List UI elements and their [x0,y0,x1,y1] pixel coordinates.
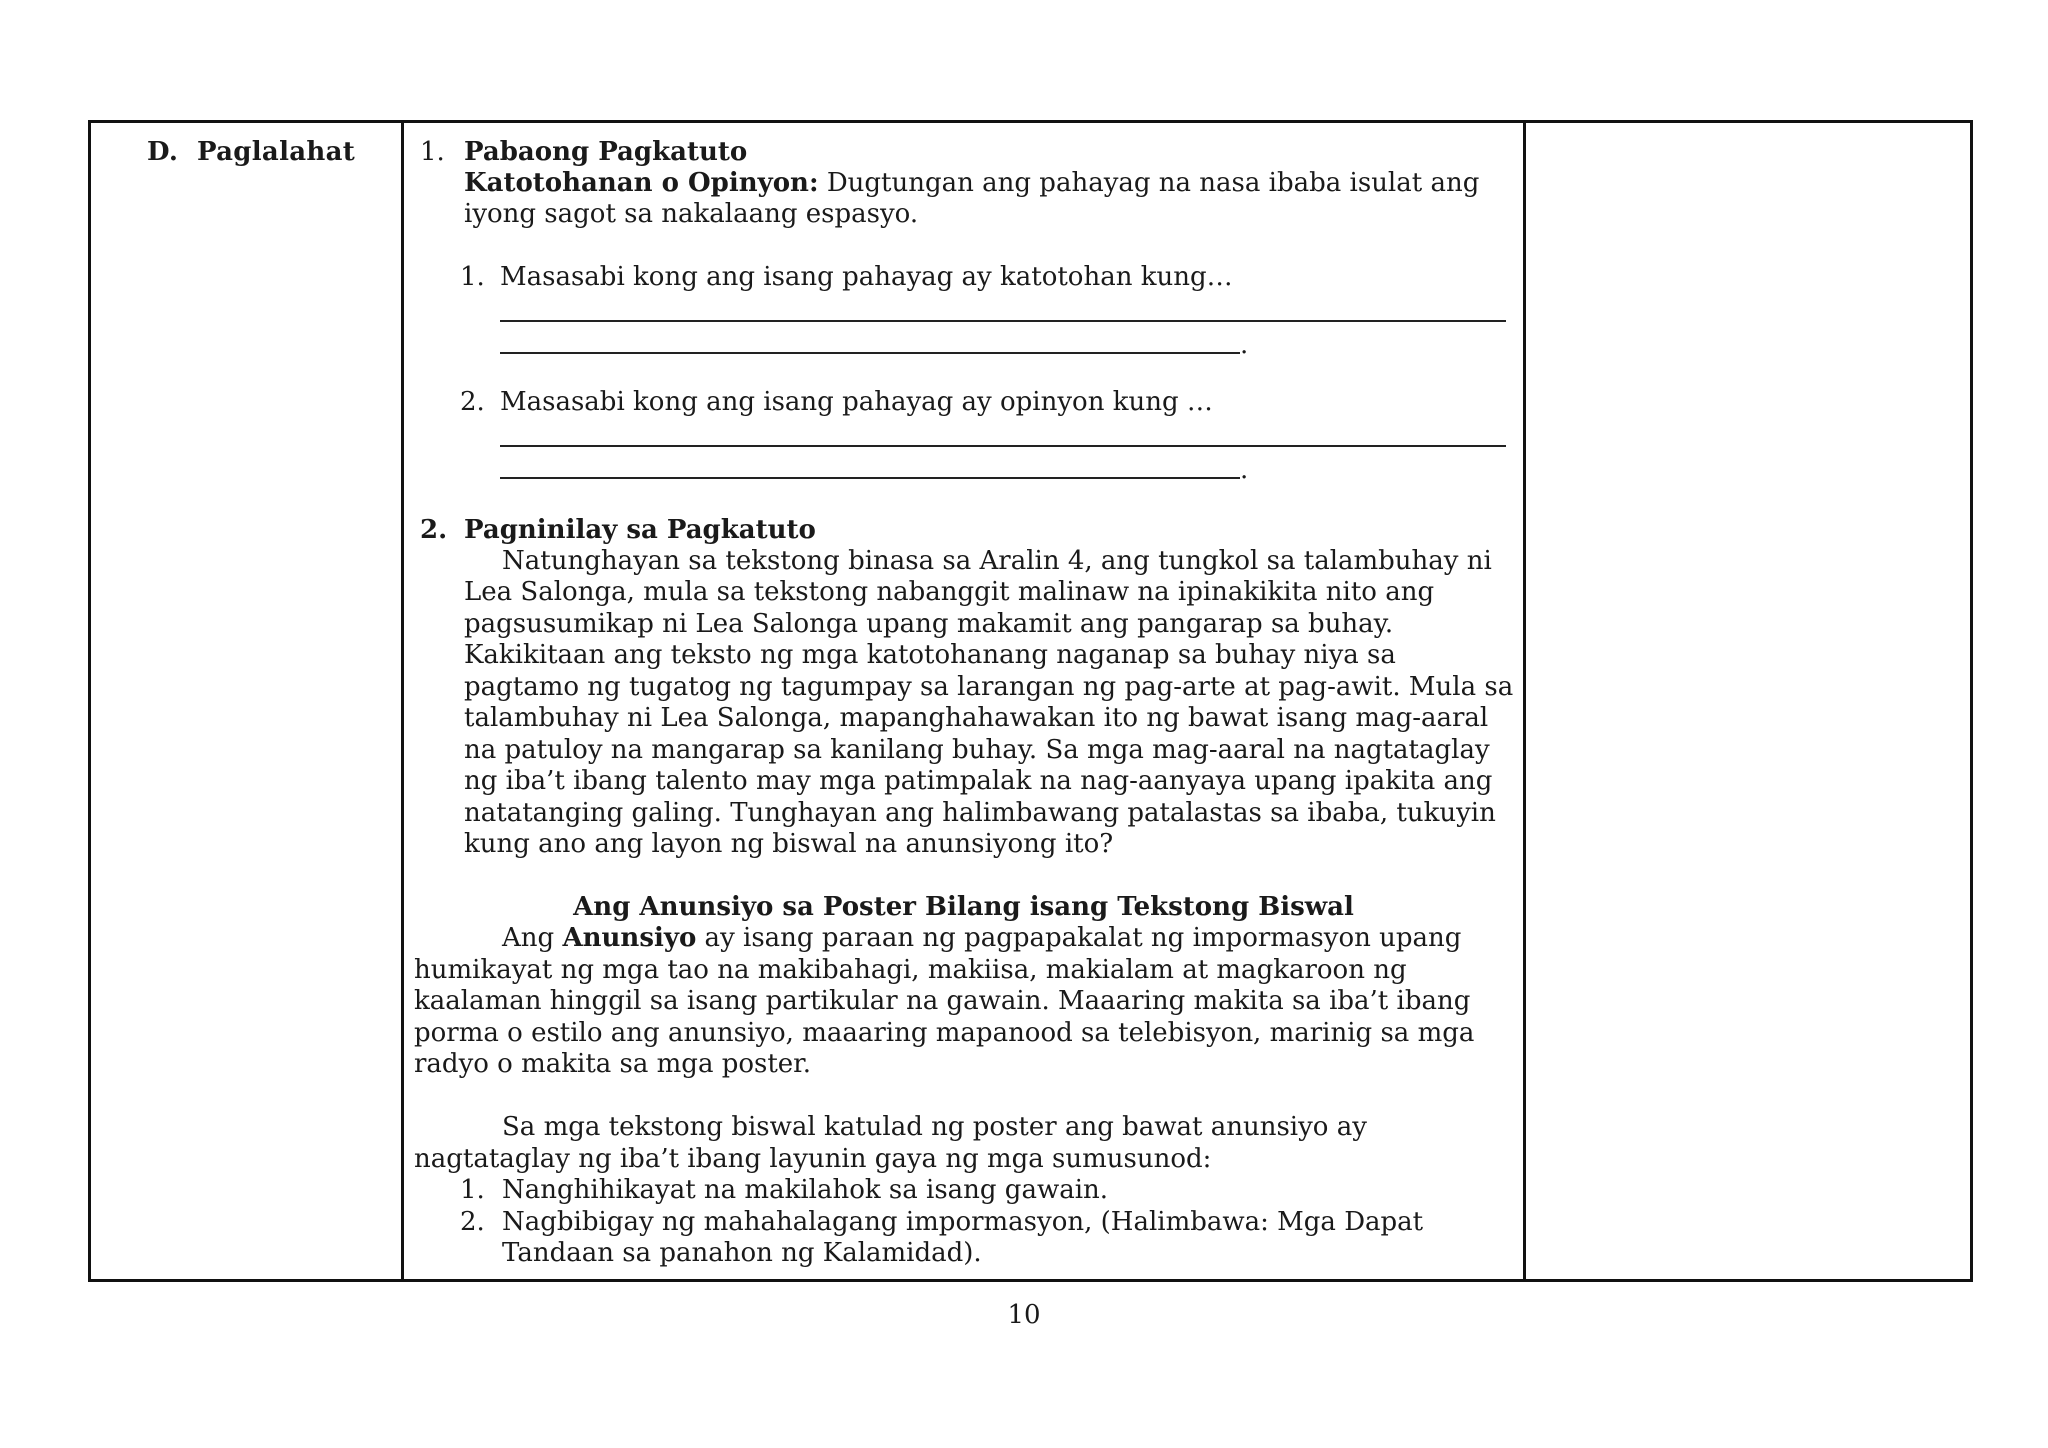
prompt-text: Masasabi kong ang isang pahayag ay katotohan kung… [500,262,1233,292]
item2-line: kung ano ang layon ng biswal na anunsiyong ito? [464,829,1114,859]
answer-line [500,445,1506,447]
anunsiyo-p1-line1 [502,923,1461,955]
item2-line: natatanging galing. Tunghayan ang halimbawang patalastas sa ibaba, tukuyin [464,798,1496,828]
anunsiyo-p2-line: nagtataglay ng iba’t ibang layunin gaya ng mga sumusunod: [414,1144,1212,1174]
list-number: 1. [460,1175,485,1205]
item1-lead-line2: iyong sagot sa nakalaang espasyo. [464,199,919,229]
item2-line: pagsusumikap ni Lea Salonga upang makamit ang pangarap sa buhay. [464,609,1394,639]
section-label: D. Paglalahat [147,137,356,167]
lesson-table [88,120,1973,1282]
answer-line [500,352,1240,354]
answer-line [500,477,1240,479]
item2-title: Pagninilay sa Pagkatuto [464,515,816,545]
item2-line: pagtamo ng tugatog ng tagumpay sa larangan ng pag-arte at pag-awit. Mula sa [464,672,1514,702]
anunsiyo-p1-start: Ang [502,923,563,953]
list-item: Nagbibigay ng mahahalagang impormasyon, (Halimbawa: Mga Dapat [502,1207,1424,1237]
list-item: Nanghihikayat na makilahok sa isang gawain. [502,1175,1109,1205]
anunsiyo-p1-rest: ay isang paraan ng pagpapakalat ng impormasyon upang [696,923,1462,953]
anunsiyo-p2-line: Sa mga tekstong biswal katulad ng poster ang bawat anunsiyo ay [502,1112,1367,1142]
item2-line: Natunghayan sa tekstong binasa sa Aralin 4, ang tungkol sa talambuhay ni [502,546,1492,576]
item1-lead-rest: Dugtungan ang pahayag na nasa ibaba isulat ang [818,168,1480,198]
anunsiyo-p1-line: kaalaman hinggil sa isang partikular na gawain. Maaaring makita sa iba’t ibang [414,986,1471,1016]
item1-lead [464,168,1479,200]
item2-line: Kakikitaan ang teksto ng mga katotohanang naganap sa buhay niya sa [464,640,1396,670]
page-number: 10 [1007,1300,1041,1330]
item1-number: 1. [420,137,445,167]
list-item-continuation: Tandaan sa panahon ng Kalamidad). [502,1238,982,1268]
list-number: 2. [460,1207,485,1237]
prompt-number: 2. [460,387,485,417]
anunsiyo-p1-line: porma o estilo ang anunsiyo, maaaring mapanood sa telebisyon, marinig sa mga [414,1018,1475,1048]
anunsiyo-heading: Ang Anunsiyo sa Poster Bilang isang Tekstong Biswal [573,892,1354,922]
item1-title: Pabaong Pagkatuto [464,137,748,167]
anunsiyo-term: Anunsiyo [562,923,697,953]
item2-line: na patuloy na mangarap sa kanilang buhay. Sa mga mag-aaral na nagtataglay [464,735,1490,765]
anunsiyo-p1-line: radyo o makita sa mga poster. [414,1049,812,1079]
section-column [91,123,401,1279]
item2-line: talambuhay ni Lea Salonga, mapanghahawakan ito ng bawat isang mag-aaral [464,703,1489,733]
item2-number: 2. [420,515,448,545]
prompt-number: 1. [460,262,485,292]
answer-line [500,320,1506,322]
anunsiyo-p1-line: humikayat ng mga tao na makibahagi, makiisa, makialam at magkaroon ng [414,955,1407,985]
item2-line: Lea Salonga, mula sa tekstong nabanggit malinaw na ipinakikita nito ang [464,577,1435,607]
notes-column [1526,123,1973,1279]
answer-end-period: . [1240,455,1249,485]
item1-lead-bold: Katotohanan o Opinyon: [464,168,819,198]
content-column [404,123,1523,1279]
prompt-text: Masasabi kong ang isang pahayag ay opinyon kung … [500,387,1213,417]
item2-line: ng iba’t ibang talento may mga patimpalak na nag-aanyaya upang ipakita ang [464,766,1493,796]
answer-end-period: . [1240,330,1249,360]
